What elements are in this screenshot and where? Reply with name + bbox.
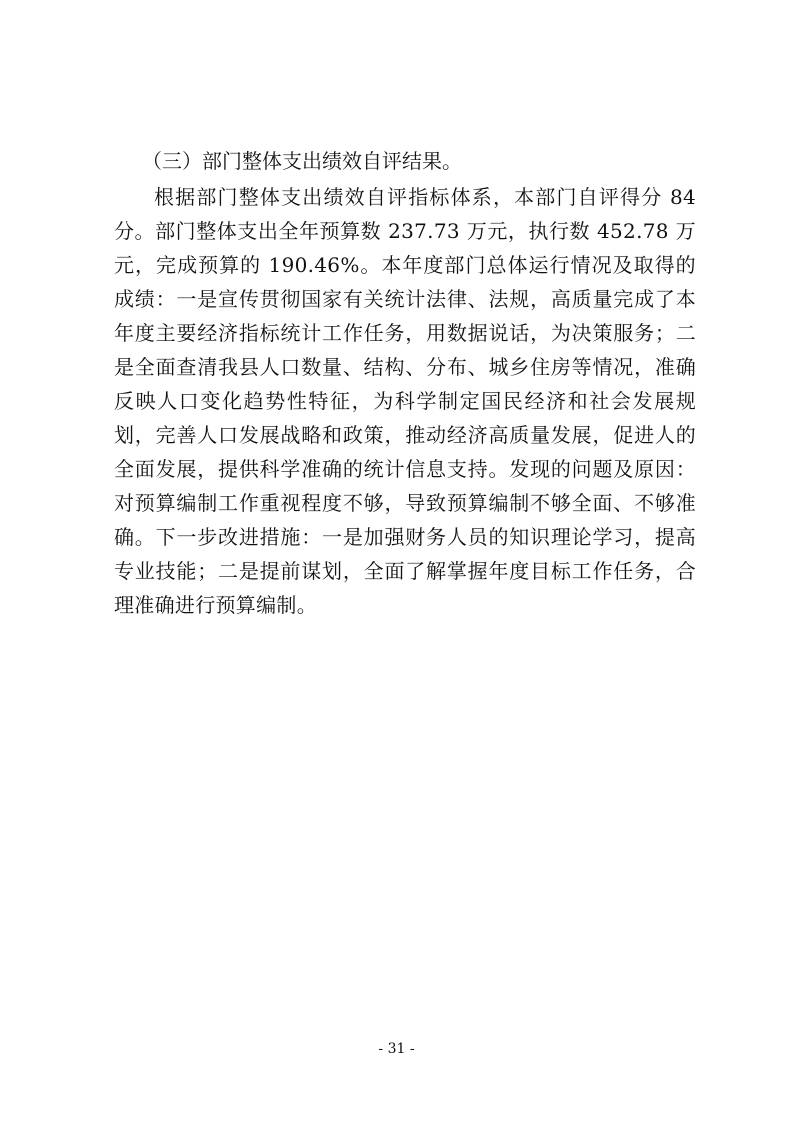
- page-number: - 31 -: [378, 1041, 415, 1057]
- body-paragraph: 根据部门整体支出绩效自评指标体系，本部门自评得分 84分。部门整体支出全年预算数 237.73 万元，执行数 452.78 万元，完成预算的 190.46%。本年度部门总体运行情况及取得的成绩：一是宣传贯彻国家有关统计法律、法规，高质量完成了本年度主要经济指标统计工作任务，用数据说话，为决策服务；二是全面查清我县人口数量、结构、分布、城乡住房等情况，准确反映人口变化趋势性特征，为科学制定国民经济和社会发展规划，完善人口发展战略和政策，推动经济高质量发展，促进人的全面发展，提供科学准确的统计信息支持。发现的问题及原因：对预算编制工作重视程度不够，导致预算编制不够全面、不够准确。下一步改进措施：一是加强财务人员的知识理论学习，提高专业技能；二是提前谋划，全面了解掌握年度目标工作任务，合理准确进行预算编制。: [114, 185, 696, 617]
- section-heading: （三）部门整体支出绩效自评结果。: [142, 149, 462, 173]
- document-content: [114, 144, 696, 622]
